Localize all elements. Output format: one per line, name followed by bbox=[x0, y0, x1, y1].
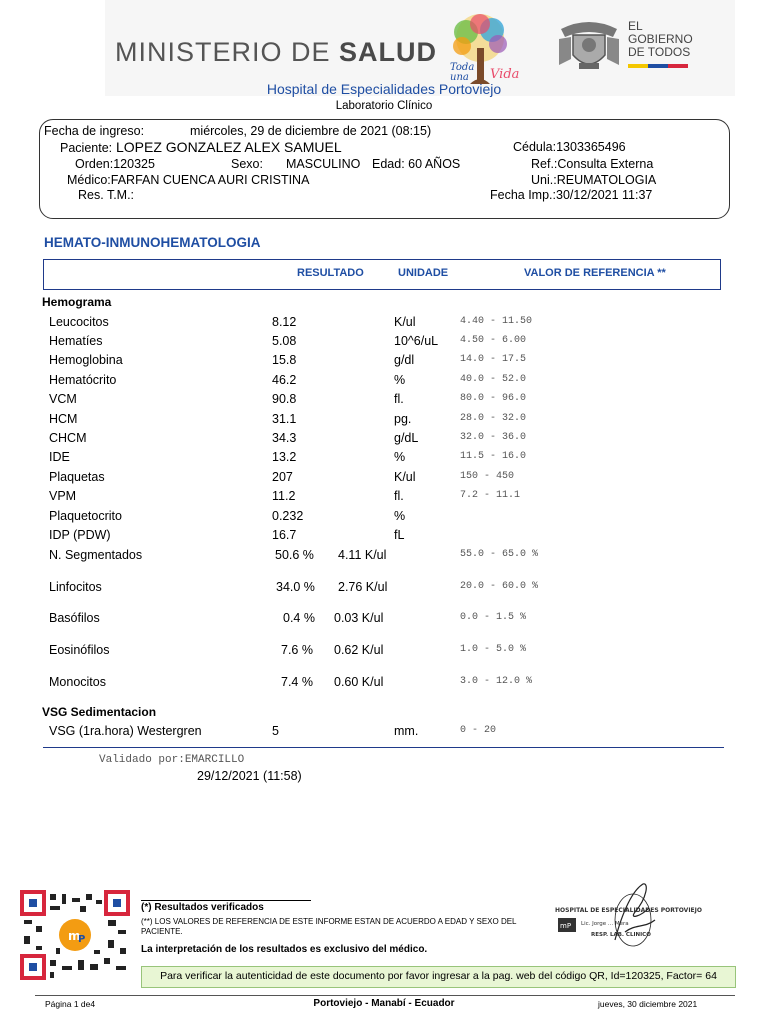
test-name: Hemoglobina bbox=[49, 353, 123, 367]
diff-absolute: 2.76 K/ul bbox=[338, 580, 388, 594]
qr-code-icon bbox=[20, 890, 130, 980]
svg-text:una: una bbox=[450, 72, 469, 83]
diff-percent: 50.6 % bbox=[275, 548, 314, 562]
col-unidade: UNIDADE bbox=[398, 267, 449, 279]
results-divider bbox=[43, 747, 724, 748]
test-name: Plaquetas bbox=[49, 470, 105, 484]
diff-name: Eosinófilos bbox=[49, 643, 110, 657]
referral: Ref.:Consulta Externa bbox=[531, 157, 654, 171]
test-unit: g/dl bbox=[394, 353, 415, 367]
diff-reference: 20.0 - 60.0 % bbox=[460, 581, 539, 592]
ecuador-coat-of-arms-icon bbox=[555, 15, 623, 77]
test-reference: 150 - 450 bbox=[460, 471, 515, 482]
test-value: 16.7 bbox=[272, 528, 297, 542]
diff-absolute: 0.62 K/ul bbox=[334, 643, 384, 657]
gov-line-2: GOBIERNO bbox=[628, 32, 693, 46]
gov-color-stripe bbox=[628, 63, 688, 69]
test-value: 207 bbox=[272, 470, 293, 484]
test-name: Leucocitos bbox=[49, 315, 109, 329]
reference-note: (**) LOS VALORES DE REFERENCIA DE ESTE INFORME ESTAN DE ACUERDO A EDAD Y SEXO DEL PACIENTE. bbox=[141, 917, 517, 936]
diff-percent: 7.4 % bbox=[281, 675, 313, 689]
stamp-lab: RESP. LAB. CLINICO bbox=[591, 932, 651, 938]
gov-line-1: EL bbox=[628, 19, 643, 33]
admission-date-value: miércoles, 29 de diciembre de 2021 (08:15) bbox=[190, 124, 432, 138]
test-name: Hematócrito bbox=[49, 373, 117, 387]
section-title: HEMATO-INMUNOHEMATOLOGIA bbox=[44, 235, 261, 250]
sex-label: Sexo: bbox=[231, 157, 263, 171]
lab-name: Laboratorio Clínico bbox=[335, 100, 433, 112]
diff-absolute: 4.11 K/ul bbox=[338, 548, 387, 562]
page-number: Página 1 de4 bbox=[45, 999, 96, 1009]
age: Edad: 60 AÑOS bbox=[372, 157, 461, 171]
test-value: 31.1 bbox=[272, 412, 297, 426]
stamp-name: Lic. Jorge ... Mera bbox=[581, 921, 629, 927]
toda-una-vida-tree-logo bbox=[440, 12, 520, 88]
diff-name: N. Segmentados bbox=[49, 548, 143, 562]
hospital-name: Hospital de Especialidades Portoviejo bbox=[266, 81, 502, 97]
test-value: 8.12 bbox=[272, 315, 297, 329]
col-referencia: VALOR DE REFERENCIA ** bbox=[524, 267, 666, 279]
test-value: 5.08 bbox=[272, 334, 297, 348]
test-unit: K/ul bbox=[394, 315, 416, 329]
admission-date-label: Fecha de ingreso: bbox=[44, 124, 145, 138]
diff-reference: 55.0 - 65.0 % bbox=[460, 549, 539, 560]
diff-name: Monocitos bbox=[49, 675, 106, 689]
vsg-unit: mm. bbox=[394, 724, 419, 738]
res-tm-label: Res. T.M.: bbox=[78, 188, 135, 202]
test-value: 90.8 bbox=[272, 392, 297, 406]
cedula: Cédula:1303365496 bbox=[513, 140, 626, 154]
test-reference: 28.0 - 32.0 bbox=[460, 413, 527, 424]
test-name: VPM bbox=[49, 489, 77, 503]
svg-text:P: P bbox=[78, 934, 86, 945]
test-unit: fL bbox=[394, 528, 405, 542]
footer-city: Portoviejo - Manabí - Ecuador bbox=[313, 998, 455, 1009]
footer-print-date: jueves, 30 diciembre 2021 bbox=[598, 999, 698, 1009]
test-value: 34.3 bbox=[272, 431, 297, 445]
verified-rule bbox=[141, 900, 311, 901]
validated-by: Validado por:EMARCILLO bbox=[99, 754, 245, 766]
test-name: HCM bbox=[49, 412, 78, 426]
test-reference: 4.50 - 6.00 bbox=[460, 335, 527, 346]
ministry-title-bold: SALUD bbox=[339, 37, 438, 67]
test-name: VCM bbox=[49, 392, 77, 406]
stamp-title: HOSPITAL DE ESPECIALIDADES PORTOVIEJO bbox=[555, 907, 702, 914]
diff-percent: 0.4 % bbox=[283, 611, 315, 625]
test-name: IDE bbox=[49, 450, 70, 464]
diff-reference: 1.0 - 5.0 % bbox=[460, 644, 527, 655]
interpretation-note: La interpretación de los resultados es exclusivo del médico. bbox=[141, 944, 428, 955]
test-name: Hematíes bbox=[49, 334, 103, 348]
test-reference: 80.0 - 96.0 bbox=[460, 393, 527, 404]
test-value: 13.2 bbox=[272, 450, 297, 464]
diff-percent: 7.6 % bbox=[281, 643, 313, 657]
test-unit: fl. bbox=[394, 489, 404, 503]
test-value: 46.2 bbox=[272, 373, 297, 387]
test-name: IDP (PDW) bbox=[49, 528, 111, 542]
gov-line-3: DE TODOS bbox=[628, 45, 691, 59]
lab-stamp-signature bbox=[545, 880, 702, 950]
ministry-title bbox=[115, 37, 437, 68]
test-reference: 11.5 - 16.0 bbox=[460, 451, 527, 462]
unit: Uni.:REUMATOLOGIA bbox=[531, 173, 657, 187]
verification-text: Para verificar la autenticidad de este documento por favor ingresar a la pag. web del código QR, Id=120325, Factor= 64 bbox=[160, 970, 717, 982]
verified-label: (*) Resultados verificados bbox=[141, 902, 264, 913]
vsg-title: VSG Sedimentacion bbox=[42, 705, 157, 719]
test-unit: % bbox=[394, 509, 406, 523]
test-name: CHCM bbox=[49, 431, 87, 445]
vsg-value: 5 bbox=[272, 724, 279, 738]
physician: Médico:FARFAN CUENCA AURI CRISTINA bbox=[67, 173, 310, 187]
col-resultado: RESULTADO bbox=[297, 267, 364, 279]
test-unit: % bbox=[394, 373, 406, 387]
verification-bar bbox=[141, 966, 736, 988]
vsg-reference: 0 - 20 bbox=[460, 725, 497, 736]
test-reference: 40.0 - 52.0 bbox=[460, 374, 527, 385]
hemograma-title: Hemograma bbox=[42, 295, 112, 309]
svg-text:Vida: Vida bbox=[490, 67, 520, 82]
validation-date: 29/12/2021 (11:58) bbox=[197, 769, 302, 783]
test-reference: 7.2 - 11.1 bbox=[460, 490, 521, 501]
footer-divider bbox=[35, 995, 735, 996]
ministry-title-light: MINISTERIO DE bbox=[115, 37, 340, 67]
test-unit: pg. bbox=[394, 412, 412, 426]
test-name: Plaquetocrito bbox=[49, 509, 122, 523]
test-reference: 4.40 - 11.50 bbox=[460, 316, 533, 327]
gobierno-de-todos-text bbox=[628, 20, 693, 72]
test-unit: K/ul bbox=[394, 470, 416, 484]
test-reference: 14.0 - 17.5 bbox=[460, 354, 527, 365]
test-unit: fl. bbox=[394, 392, 404, 406]
print-date: Fecha Imp.:30/12/2021 11:37 bbox=[490, 188, 653, 202]
vsg-name: VSG (1ra.hora) Westergren bbox=[49, 724, 202, 738]
patient-name-label: Paciente: bbox=[60, 141, 113, 155]
test-unit: 10^6/uL bbox=[394, 334, 439, 348]
diff-absolute: 0.60 K/ul bbox=[334, 675, 384, 689]
diff-reference: 3.0 - 12.0 % bbox=[460, 676, 533, 687]
svg-text:m: m bbox=[68, 929, 81, 943]
test-unit: % bbox=[394, 450, 406, 464]
sex-value: MASCULINO bbox=[286, 157, 361, 171]
diff-reference: 0.0 - 1.5 % bbox=[460, 612, 527, 623]
patient-name: LOPEZ GONZALEZ ALEX SAMUEL bbox=[116, 139, 342, 155]
test-value: 0.232 bbox=[272, 509, 304, 523]
test-value: 15.8 bbox=[272, 353, 297, 367]
test-unit: g/dL bbox=[394, 431, 419, 445]
diff-percent: 34.0 % bbox=[276, 580, 315, 594]
order-number: Orden:120325 bbox=[75, 157, 155, 171]
diff-name: Basófilos bbox=[49, 611, 100, 625]
diff-name: Linfocitos bbox=[49, 580, 102, 594]
diff-absolute: 0.03 K/ul bbox=[334, 611, 384, 625]
test-value: 11.2 bbox=[272, 489, 296, 503]
svg-text:mP: mP bbox=[560, 922, 572, 930]
svg-text:Toda: Toda bbox=[450, 62, 475, 73]
test-reference: 32.0 - 36.0 bbox=[460, 432, 527, 443]
